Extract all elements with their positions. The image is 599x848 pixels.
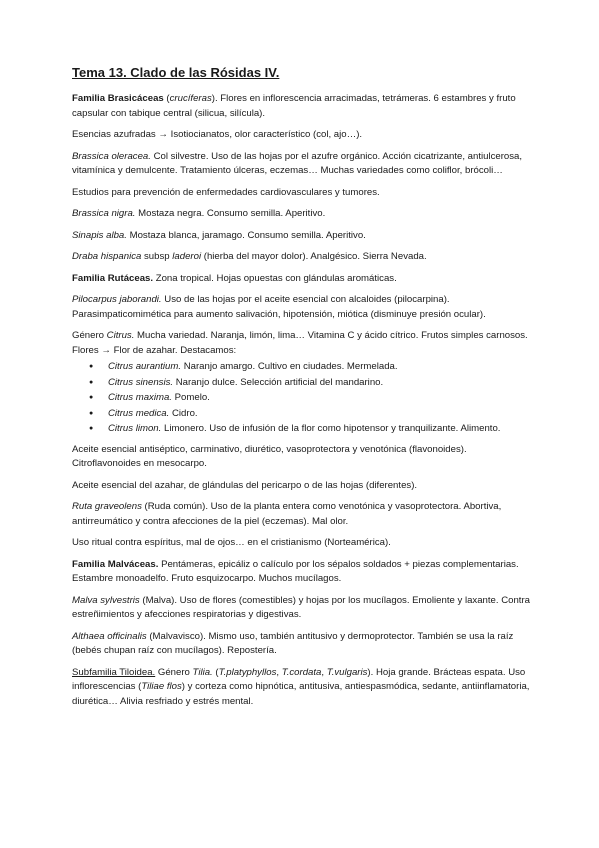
text: Mucha variedad. Naranja, limón, lima… Vitamina C y ácido cítrico. Frutos simples carnosos. Flores → Flor de azahar. Destacamos:: [72, 330, 528, 356]
text: Mostaza negra. Consumo semilla. Aperitivo.: [135, 208, 326, 219]
list-item: [108, 391, 534, 406]
species-name: Draba hispanica: [72, 251, 142, 262]
species-name: Ruta graveolens: [72, 501, 142, 512]
text: Naranjo dulce. Selección artificial del mandarino.: [173, 376, 384, 388]
paragraph-tiloidea: [72, 666, 534, 710]
text: (hierba del mayor dolor). Analgésico. Sierra Nevada.: [201, 251, 427, 262]
text: Género: [155, 666, 193, 678]
species-name: Althaea officinalis: [72, 630, 147, 642]
page-title: Tema 13. Clado de las Rósidas IV.: [72, 65, 280, 80]
text: Uso de las hojas por el aceite esencial con alcaloides (pilocarpina). Parasimpaticomimética para aumento salivación, hipotensión, miótica (disminuye presión ocular).: [72, 294, 486, 320]
text: ,: [276, 666, 282, 678]
paragraph-citrus: [72, 329, 534, 358]
species-name: Citrus sinensis.: [108, 376, 174, 388]
text: (: [212, 666, 219, 678]
species-name: Citrus aurantium.: [108, 361, 182, 372]
text: ). Flores en inflorescencia arracimadas, tetrámeras. 6 estambres y fruto capsular con tabique central (silicua, silícula).: [72, 93, 516, 119]
species-name: T.platyphyllos: [218, 666, 277, 678]
species-name: Citrus limon.: [108, 423, 162, 434]
paragraph-malva: [72, 594, 534, 623]
species-name: Citrus medica.: [108, 407, 170, 419]
paragraph-brasicaceas: [72, 92, 534, 121]
text: ). Hoja grande. Brácteas espata. Uso inflorescencias (: [72, 666, 526, 692]
paragraph-aceite-esencial: Aceite esencial antiséptico, carminativo, diurético, vasoprotectora y venotónica (flavonoides). Citroflavonoides en mesocarpo.: [72, 443, 467, 469]
species-name: Sinapis alba.: [72, 229, 127, 241]
paragraph-azahar: Aceite esencial del azahar, de glándulas del pericarpo o de las hojas (diferentes).: [72, 479, 418, 491]
species-name: Pilocarpus jaborandi.: [72, 294, 162, 305]
paragraph-brassica-oleracea: [72, 150, 534, 179]
species-name: Brassica nigra.: [72, 208, 136, 219]
paragraph-pilocarpus: [72, 293, 534, 322]
text: Limonero. Uso de infusión de la flor como hipotensor y tranquilizante. Alimento.: [161, 423, 501, 434]
genus-name: Citrus.: [106, 330, 135, 341]
family-heading: Familia Brasicáceas: [72, 93, 164, 104]
paragraph-draba: [72, 250, 534, 265]
text: Pentámeras, epicáliz o calículo por los sépalos soldados + piezas complementarias. Estambre monoadelfo. Fruto esquizocarpo. Muchos mucílagos.: [72, 558, 519, 584]
family-heading: Familia Rutáceas.: [72, 272, 154, 284]
list-item: [108, 422, 534, 437]
paragraph-rutaceas: [72, 272, 534, 287]
drug-name: Tiliae flos: [141, 681, 182, 692]
text: Cidro.: [169, 407, 198, 419]
paragraph-ruta: [72, 500, 534, 529]
paragraph-brassica-nigra: [72, 207, 534, 222]
text: Género: [72, 330, 107, 341]
paragraph-esencias: Esencias azufradas → Isotiocianatos, olor característico (col, ajo…).: [72, 129, 363, 140]
species-name: Citrus maxima.: [108, 392, 172, 403]
list-item: [108, 376, 534, 391]
family-heading: Familia Malváceas.: [72, 558, 159, 570]
text: Pomelo.: [171, 392, 210, 403]
text: (Ruda común). Uso de la planta entera como venotónica y vasoprotectora. Abortiva, antirreumático y contra afecciones de la piel (eczemas). Mal olor.: [72, 501, 502, 527]
paragraph-sinapis-alba: [72, 229, 534, 244]
text: ) y corteza como hipnótica, antitusiva, antiespasmódica, sedante, antiinflamatoria, diurética… Alivia resfriado y estrés mental.: [72, 681, 530, 707]
genus-name: Tilia.: [192, 666, 213, 678]
citrus-list: [72, 360, 534, 437]
paragraph-althaea: [72, 630, 534, 659]
species-name: Malva sylvestris: [72, 594, 140, 606]
text: (: [163, 93, 170, 104]
species-name: T.cordata: [281, 666, 322, 678]
text: Col silvestre. Uso de las hojas por el azufre orgánico. Acción cicatrizante, antiulcerosa, vitamínica y demulcente. Tratamiento úlceras, eczemas… Muchas variedades como coliflor, brócoli…: [72, 150, 523, 176]
list-item: [108, 360, 534, 375]
subfamily-heading: Subfamilia Tiloidea.: [72, 666, 156, 678]
species-name: T.vulgaris: [326, 666, 368, 678]
list-item: [108, 407, 534, 422]
species-name: Brassica oleracea.: [72, 150, 151, 162]
text: (Malvavisco). Mismo uso, también antitusivo y dermoprotector. También se usa la raíz (bebés chupan raíz con mucílagos). Repostería.: [72, 630, 514, 656]
text: Mostaza blanca, jaramago. Consumo semilla. Aperitivo.: [126, 229, 366, 241]
italic-text: crucíferas: [169, 93, 212, 104]
text: Naranjo amargo. Cultivo en ciudades. Mermelada.: [181, 361, 398, 372]
text: ,: [321, 666, 327, 678]
paragraph-uso-ritual: Uso ritual contra espíritus, mal de ojos… en el cristianismo (Norteamérica).: [72, 537, 391, 548]
document-page: [72, 64, 534, 716]
paragraph-malvaceas: [72, 558, 534, 587]
paragraph-estudios: Estudios para prevención de enfermedades cardiovasculares y tumores.: [72, 186, 380, 198]
text: (Malva). Uso de flores (comestibles) y hojas por los mucílagos. Emoliente y laxante. Contra estreñimientos y afecciones respiratorias y digestivas.: [72, 594, 531, 620]
text: Zona tropical. Hojas opuestas con glándulas aromáticas.: [153, 272, 397, 284]
text: subsp: [141, 251, 173, 262]
species-name: laderoi: [172, 251, 202, 262]
